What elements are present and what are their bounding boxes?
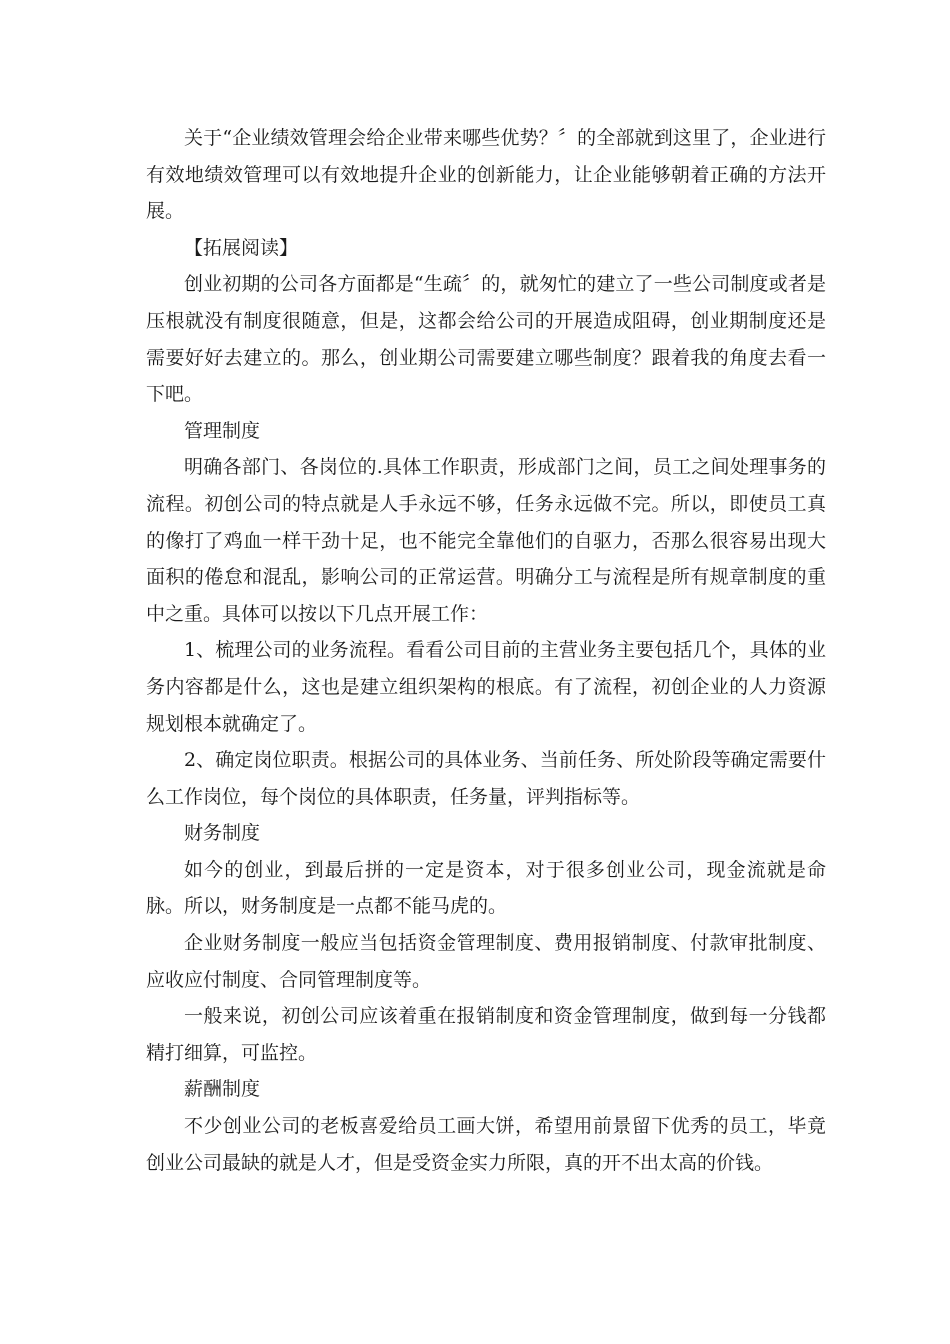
heading-salary-system: 薪酬制度 <box>184 1078 261 1101</box>
paragraph-finance-1: 如今的创业，到最后拼的一定是资本，对于很多创业公司，现金流就是命脉。所以，财务制度是一点都不能马虎的。 <box>146 858 826 918</box>
heading-extended-reading: 【拓展阅读】 <box>184 236 299 259</box>
paragraph-management: 明确各部门、各岗位的.具体工作职责，形成部门之间，员工之间处理事务的流程。初创公司的特点就是人手永远不够，任务永远做不完。所以，即使员工真的像打了鸡血一样干劲十足，也不能完全靠他们的自驱力，否那么很容易出现大面积的倦怠和混乱，影响公司的正常运营。明确分工与流程是所有规章制度的重中之重。具体可以按以下几点开展工作： <box>146 456 826 625</box>
paragraph-item-2: 2、确定岗位职责。根据公司的具体业务、当前任务、所处阶段等确定需要什么工作岗位，每个岗位的具体职责，任务量，评判指标等。 <box>146 749 826 808</box>
paragraph-conclusion: 关于“企业绩效管理会给企业带来哪些优势？〞的全部就到这里了，企业进行有效地绩效管理可以有效地提升企业的创新能力，让企业能够朝着正确的方法开展。 <box>146 127 826 223</box>
paragraph-finance-3: 一般来说，初创公司应该着重在报销制度和资金管理制度，做到每一分钱都精打细算，可监控。 <box>146 1005 826 1064</box>
paragraph-finance-2: 企业财务制度一般应当包括资金管理制度、费用报销制度、付款审批制度、应收应付制度、合同管理制度等。 <box>146 932 826 991</box>
document-body <box>146 120 826 1181</box>
heading-finance-system: 财务制度 <box>184 822 261 845</box>
paragraph-item-1: 1、梳理公司的业务流程。看看公司目前的主营业务主要包括几个，具体的业务内容都是什么，这也是建立组织架构的根底。有了流程，初创企业的人力资源规划根本就确定了。 <box>146 639 826 735</box>
paragraph-intro: 创业初期的公司各方面都是“生疏〞的，就匆忙的建立了一些公司制度或者是压根就没有制度很随意，但是，这都会给公司的开展造成阻碍，创业期制度还是需要好好去建立的。那么，创业期公司需要建立哪些制度？跟着我的角度去看一下吧。 <box>146 273 826 406</box>
paragraph-salary: 不少创业公司的老板喜爱给员工画大饼，希望用前景留下优秀的员工，毕竟创业公司最缺的就是人才，但是受资金实力所限，真的开不出太高的价钱。 <box>146 1115 826 1174</box>
heading-management-system: 管理制度 <box>184 419 261 442</box>
